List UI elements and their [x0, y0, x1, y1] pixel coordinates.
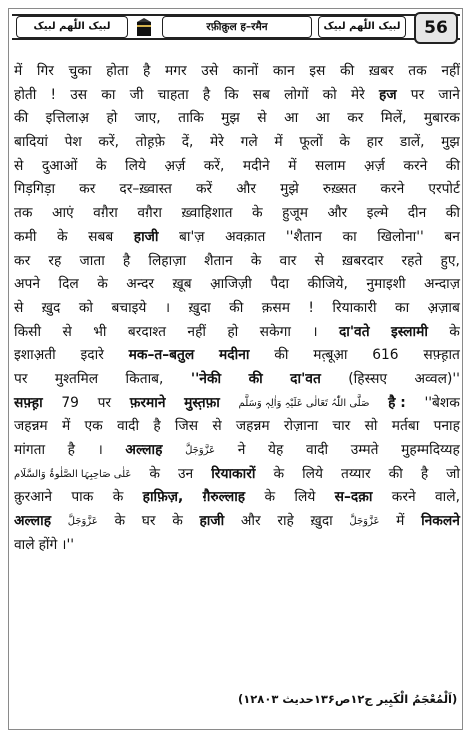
- word: इत्तिलाअ़: [45, 110, 89, 127]
- word: आ़जिज़ी: [210, 276, 252, 293]
- word: के: [250, 252, 262, 269]
- text-line: [14, 155, 460, 179]
- word: عَزَّوَجَلَّ: [185, 445, 216, 456]
- word: की: [445, 157, 460, 174]
- word: रुख़्सत: [322, 181, 357, 198]
- word: हार: [366, 134, 384, 151]
- word: रह: [48, 252, 62, 269]
- word: इदारे: [80, 347, 104, 364]
- word: के: [273, 465, 285, 482]
- word: हज: [379, 86, 397, 103]
- word: दर–ख़्वास्त: [119, 181, 172, 198]
- word: आ: [284, 110, 299, 127]
- text-line: [14, 510, 460, 534]
- word: ख़ुद: [41, 299, 61, 316]
- word: उसे: [201, 63, 219, 79]
- word: !: [308, 299, 314, 316]
- word: बा'ज़: [179, 228, 205, 245]
- text-line: [14, 131, 460, 155]
- word: दिल: [58, 276, 79, 293]
- text-line: [14, 368, 460, 392]
- word: करने: [380, 181, 405, 198]
- word: जो: [446, 465, 460, 482]
- text-line: [14, 344, 460, 368]
- word: कीजिये,: [307, 276, 348, 293]
- word: ख़बर: [368, 63, 394, 79]
- word: येह: [268, 442, 284, 458]
- word: में: [14, 63, 23, 79]
- word: अन्दर: [126, 276, 155, 293]
- word: और: [236, 181, 257, 198]
- word: से: [14, 157, 24, 174]
- text-line: [14, 463, 460, 487]
- word: है: [122, 252, 131, 269]
- text-line: [14, 107, 460, 131]
- word: का: [342, 228, 357, 245]
- word: दा'वत: [290, 370, 321, 387]
- word: वग़ैरा: [137, 205, 162, 222]
- word: हुजूम: [282, 205, 308, 222]
- word: डालें,: [399, 134, 425, 151]
- word: عَزَّوَجَلَّ: [67, 516, 98, 528]
- word: जी: [129, 86, 144, 103]
- word: ख़ुदा: [188, 299, 211, 316]
- word: नहीं: [187, 323, 206, 340]
- word: को: [322, 86, 337, 103]
- kaaba-icon: [134, 16, 154, 38]
- word: बादियां: [14, 134, 48, 151]
- word: मेरे: [350, 86, 365, 103]
- word: ने: [237, 442, 246, 458]
- word: पर: [14, 370, 28, 387]
- word: के: [97, 276, 108, 293]
- word: 79: [61, 394, 79, 411]
- word: दा'वते: [338, 323, 370, 340]
- word: !: [50, 86, 57, 103]
- word: जहन्नम: [235, 418, 270, 435]
- text-line: [14, 392, 460, 416]
- word: सफ़्ह़ात: [423, 347, 460, 364]
- word: तक: [14, 205, 33, 222]
- word: ।: [164, 299, 171, 316]
- word: आएं: [51, 205, 74, 222]
- word: होता: [106, 63, 129, 79]
- word: में: [274, 134, 283, 151]
- word: फ़रमाने: [129, 394, 166, 411]
- word: एरपोर्ट: [428, 181, 460, 198]
- word: मत़्बूआ़: [313, 347, 348, 364]
- word: सकेगा: [259, 323, 291, 340]
- word: करें,: [203, 157, 225, 174]
- word: पर: [97, 394, 112, 411]
- word: बरदाश्त: [127, 323, 167, 340]
- word: मुझ: [441, 134, 460, 151]
- word: रोज़ाना: [283, 418, 319, 435]
- word: मुबारक: [423, 110, 460, 127]
- word: इल्मे: [366, 205, 389, 222]
- word: में: [61, 418, 71, 435]
- word: ख़बरदार: [342, 252, 384, 269]
- word: है :: [388, 394, 406, 411]
- word: अव्वल)'': [414, 370, 460, 387]
- word: ख़्वाहिशात: [181, 205, 233, 222]
- word: लिये: [125, 157, 146, 174]
- word: ''शैतान: [285, 228, 322, 245]
- word: के: [339, 134, 351, 151]
- word: पेश: [64, 134, 82, 151]
- word: शैतान: [204, 252, 233, 269]
- word: कि: [224, 86, 239, 103]
- word: को: [78, 299, 93, 316]
- word: हो: [106, 110, 118, 127]
- word: ।: [97, 442, 103, 458]
- word: है: [67, 442, 75, 458]
- word: कमी: [14, 228, 37, 245]
- word: बन: [444, 228, 460, 245]
- text-line: [14, 250, 460, 274]
- word: सब: [252, 86, 270, 103]
- word: वादी: [305, 442, 329, 458]
- word: करने: [403, 157, 428, 174]
- word: के: [252, 205, 263, 222]
- word: करने: [391, 489, 416, 506]
- hadith-reference: (اَلْمُعْجَمُ الْکَبِیر ج۱۲ص۱۳۶حدیث ۱۲۸۰۳): [238, 692, 458, 706]
- word: चाहता: [157, 86, 189, 103]
- text-line: [14, 178, 460, 202]
- text-line: [14, 297, 460, 321]
- word: लिये: [302, 465, 323, 482]
- word: की: [388, 465, 403, 482]
- word: किसी: [14, 323, 42, 340]
- word: गिड़गिड़ा: [14, 181, 56, 198]
- word: इस: [309, 63, 326, 79]
- word: अल्लाह: [14, 513, 52, 530]
- word: की: [340, 63, 355, 79]
- word: ''बेशक: [424, 394, 460, 411]
- word: सफ़्ह़ा: [14, 394, 43, 411]
- word: चुका: [68, 63, 92, 79]
- word: सलाम: [315, 157, 346, 174]
- word: आ: [315, 110, 330, 127]
- word: मुहम्मदिय्यह: [401, 442, 460, 458]
- word: अ़र्ज़: [364, 157, 385, 174]
- word: तोह़फ़े: [135, 134, 166, 151]
- word: करें: [195, 181, 213, 198]
- word: (हिस्सए: [348, 370, 388, 387]
- word: रियाकारों: [211, 465, 256, 482]
- word: के: [114, 513, 126, 530]
- word: राहे: [277, 513, 294, 530]
- word: عَزَّوَجَلَّ: [349, 516, 380, 528]
- text-line: [14, 415, 460, 439]
- word: सो: [364, 418, 378, 435]
- word: हाफ़िज़,: [142, 489, 184, 506]
- word: हो: [227, 323, 239, 340]
- word: की: [248, 370, 263, 387]
- word: का: [395, 299, 410, 316]
- word: ख़ूब: [172, 276, 192, 293]
- word: के: [449, 323, 460, 340]
- word: निकलने: [421, 513, 460, 530]
- word: अल्लाह: [125, 442, 163, 458]
- word: है: [153, 418, 161, 435]
- word: है: [202, 86, 211, 103]
- word: वार: [279, 252, 297, 269]
- word: की: [14, 110, 29, 127]
- word: के: [264, 489, 276, 506]
- word: उम्मते: [350, 442, 379, 458]
- word: मदीने: [242, 157, 270, 174]
- word: नुमाइशी: [366, 276, 406, 293]
- word: क़सम: [261, 299, 290, 316]
- word: मेरे: [210, 134, 224, 151]
- word: दुआओं: [41, 157, 78, 174]
- word: अ़र्ज़: [164, 157, 186, 174]
- word: ।'': [61, 536, 75, 553]
- word: बचाइये: [111, 299, 147, 316]
- word: अ़ज़ाब: [427, 299, 460, 316]
- word: सबब: [88, 228, 114, 245]
- word: पैदा: [270, 276, 290, 293]
- word: वाले: [14, 536, 35, 553]
- word: घर: [141, 513, 156, 530]
- word: कर: [347, 110, 364, 127]
- word: स–दक़ा: [334, 489, 373, 506]
- word: और: [240, 513, 261, 530]
- word: मर्तबा: [391, 418, 420, 435]
- text-line: [14, 439, 460, 463]
- text-line: [14, 273, 460, 297]
- word: की: [229, 299, 244, 316]
- page-header: [12, 10, 460, 48]
- word: मक–त–बतुल: [128, 347, 195, 364]
- word: वाले,: [435, 489, 460, 506]
- text-line: [14, 486, 460, 510]
- page-number: 56: [414, 12, 458, 44]
- word: पनाह: [433, 418, 460, 435]
- word: गिर: [36, 63, 54, 79]
- word: दीन: [407, 205, 427, 222]
- word: में: [288, 157, 297, 174]
- word: से: [14, 299, 24, 316]
- word: मदीना: [219, 347, 250, 364]
- word: रियाकारी: [332, 299, 377, 316]
- word: عَلٰی صَاحِبِہَا الصَّلٰوۃُ وَالسَّلَام: [14, 468, 132, 480]
- word: ।: [312, 323, 318, 340]
- word: मुझ: [221, 110, 240, 127]
- word: इशाअ़ती: [14, 347, 56, 364]
- word: वादी: [116, 418, 140, 435]
- word: ग़ैरुल्लाह: [202, 489, 246, 506]
- word: उस: [70, 86, 88, 103]
- word: की: [274, 347, 289, 364]
- word: से: [62, 323, 72, 340]
- text-line: [14, 534, 460, 558]
- header-title: रफ़ीक़ुल ह–रमैन: [162, 16, 312, 38]
- word: नहीं: [441, 63, 460, 79]
- word: अवक़ात: [225, 228, 266, 245]
- word: तय्यार: [341, 465, 371, 482]
- word: किताब,: [125, 370, 164, 387]
- word: भी: [93, 323, 107, 340]
- word: पाक: [71, 489, 94, 506]
- word: के: [95, 157, 107, 174]
- word: खिलोना'': [377, 228, 424, 245]
- word: हुए,: [440, 252, 460, 269]
- text-line: [14, 84, 460, 108]
- word: जाए,: [134, 110, 161, 127]
- word: हाजी: [199, 513, 225, 530]
- word: उन: [178, 465, 194, 482]
- word: मगर: [164, 63, 187, 79]
- word: कान: [272, 63, 295, 79]
- header-left-label: لبیک اللّٰھم لبیک: [16, 16, 128, 38]
- word: दें,: [181, 134, 194, 151]
- word: मिलें,: [380, 110, 407, 127]
- word: ''नेकी: [190, 370, 222, 387]
- word: जिस: [174, 418, 199, 435]
- word: कर: [79, 181, 96, 198]
- word: वग़ैरा: [93, 205, 118, 222]
- word: ताकि: [178, 110, 204, 127]
- word: से: [257, 110, 267, 127]
- word: अन्दाज़: [424, 276, 460, 293]
- word: जाता: [79, 252, 105, 269]
- word: صَلَّی اللّٰہُ تَعَالٰی عَلَیْہِ وَاٰلِہٖ وَسَلَّم: [238, 397, 370, 409]
- word: में: [396, 513, 405, 530]
- word: पर: [410, 86, 425, 103]
- word: मुश्तमिल: [54, 370, 99, 387]
- word: इस्लामी: [391, 323, 428, 340]
- header-right-label: لبیک اللّٰھم لبیک: [318, 16, 406, 38]
- word: क़ुरआने: [14, 489, 52, 506]
- word: जहन्नम: [14, 418, 48, 435]
- word: एक: [84, 418, 103, 435]
- word: का: [101, 86, 116, 103]
- word: ख़ुदा: [310, 513, 333, 530]
- word: कर: [14, 252, 31, 269]
- word: 616: [372, 347, 399, 364]
- word: है: [143, 63, 151, 79]
- word: की: [445, 205, 460, 222]
- word: लिहाज़ा: [148, 252, 187, 269]
- word: मुझे: [280, 181, 299, 198]
- word: करें,: [98, 134, 120, 151]
- word: गले: [240, 134, 258, 151]
- word: हाजी: [133, 228, 159, 245]
- word: चार: [332, 418, 351, 435]
- word: और: [327, 205, 348, 222]
- word: के: [172, 513, 183, 530]
- body-text: [14, 60, 460, 557]
- word: होती: [14, 86, 37, 103]
- text-line: [14, 226, 460, 250]
- text-line: [14, 60, 460, 84]
- word: लोगों: [284, 86, 309, 103]
- word: रहते: [401, 252, 423, 269]
- word: के: [149, 465, 160, 482]
- word: अपने: [14, 276, 41, 293]
- word: है: [420, 465, 429, 482]
- word: लिये: [294, 489, 316, 506]
- word: जाने: [438, 86, 460, 103]
- word: तक: [408, 63, 427, 79]
- word: के: [112, 489, 124, 506]
- text-line: [14, 202, 460, 226]
- word: कानों: [232, 63, 259, 79]
- word: मुस्त़फ़ा: [184, 394, 220, 411]
- word: होंगे: [38, 536, 58, 553]
- word: से: [212, 418, 222, 435]
- word: के: [56, 228, 68, 245]
- text-line: [14, 321, 460, 345]
- word: फूलों: [299, 134, 323, 151]
- word: से: [314, 252, 324, 269]
- word: मांगता: [14, 442, 46, 458]
